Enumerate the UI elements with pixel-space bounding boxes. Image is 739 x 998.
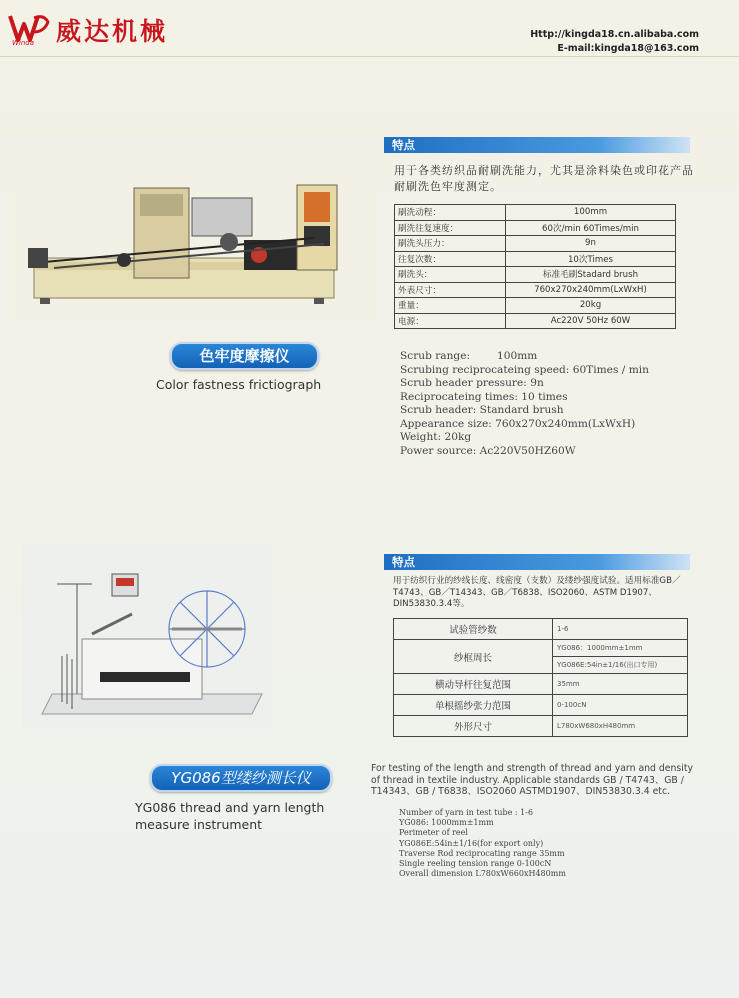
- list-item: YG086E:54in±1/16(for export only): [399, 838, 544, 848]
- spec-value: Ac220V 50Hz 60W: [506, 313, 676, 329]
- company-name: 威达机械: [56, 17, 169, 46]
- list-item: Scrub header pressure: 9n: [400, 377, 544, 389]
- product2-name-line2: measure instrument: [135, 817, 263, 832]
- color-fastness-machine-photo: [14, 170, 374, 320]
- spec-label: 横动导杆往复范围: [394, 674, 553, 695]
- table-row: [395, 220, 676, 236]
- list-item: Number of yarn in test tube : 1-6: [399, 808, 534, 817]
- spec-label: 单根摇纱张力范围: [394, 695, 553, 716]
- spec-label: 刷洗往复速度：: [395, 220, 506, 236]
- list-item: Scrubing reciprocateing speed: 60Times / min: [400, 363, 649, 376]
- product2-name-badge: YG086型缕纱测长仪: [150, 764, 332, 792]
- spec-label: 纱框周长: [394, 640, 553, 674]
- list-item: Traverse Rod reciprocating range 35mm: [399, 848, 565, 858]
- product1-name-badge: 色牢度摩擦仪: [170, 342, 319, 370]
- spec-label: 刷洗头压力：: [395, 236, 506, 252]
- header-divider: [0, 56, 739, 57]
- table-row: [395, 267, 676, 283]
- table-row: [395, 205, 676, 221]
- winda-logo-icon: [8, 10, 50, 46]
- spec-label: 往复次数：: [395, 251, 506, 267]
- spec-value: 标准毛刷Stadard brush: [506, 267, 676, 283]
- spec-value: YG086E:54in±1/16(出口专用): [553, 657, 688, 674]
- spec-value: 20kg: [506, 298, 676, 314]
- spec-label: 外表尺寸：: [395, 282, 506, 298]
- spec-value: 10次Times: [506, 251, 676, 267]
- spec-label: 刷洗动程：: [395, 205, 506, 221]
- spec-value: 760x270x240mm(LxWxH): [506, 282, 676, 298]
- spec-value: 35mm: [553, 674, 688, 695]
- spec-value: 9n: [506, 236, 676, 252]
- spec-label: 电源：: [395, 313, 506, 329]
- table-row: [394, 695, 688, 716]
- table-row: [395, 313, 676, 329]
- email-link[interactable]: E-mail:kingda18@163.com: [557, 43, 699, 54]
- product1-feature-header: 特点: [384, 137, 690, 153]
- spec-value: YG086：1000mm±1mm: [553, 640, 688, 657]
- list-item: Scrub range: 100mm: [400, 350, 538, 362]
- list-item: Perimeter of reel: [399, 828, 468, 838]
- table-row: [394, 716, 688, 737]
- page-header: [0, 0, 739, 56]
- table-row: [394, 619, 688, 640]
- table-row: [395, 236, 676, 252]
- list-item: Weight: 20kg: [400, 431, 472, 443]
- yarn-length-instrument-photo: [22, 544, 272, 729]
- table-row: [394, 640, 688, 657]
- website-link[interactable]: Http://kingda18.cn.alibaba.com: [530, 29, 699, 40]
- product2-english-specs: [399, 808, 566, 879]
- product2-english-description: For testing of the length and strength of thread and yarn and density of thread in textile industry. Applicable standards GB / T4743、GB / T14343、GB / T6838、ISO2060 ASTMD1907、DIN53830.3.4 etc.: [371, 763, 693, 797]
- table-row: [395, 298, 676, 314]
- product2-feature-description: 用于纺织行业的纱线长度、线密度（支数）及缕纱强度试验。适用标准GB／T4743、GB／T14343、GB／T6838、ISO2060、ASTM D1907、DIN53830.3.4等。: [393, 576, 681, 609]
- list-item: Scrub header: Standard brush: [400, 404, 564, 416]
- spec-value: 1-6: [553, 619, 688, 640]
- spec-value: 60次/min 60Times/min: [506, 220, 676, 236]
- spec-label: 刷洗头：: [395, 267, 506, 283]
- spec-value: L780xW680xH480mm: [553, 716, 688, 737]
- product1-feature-description: 用于各类纺织品耐刷洗能力，尤其是涂料染色或印花产品耐刷洗色牢度测定。: [394, 164, 694, 193]
- spec-value: 0-100cN: [553, 695, 688, 716]
- list-item: Appearance size: 760x270x240mm(LxWxH): [400, 417, 636, 430]
- product1-spec-table: [394, 204, 676, 329]
- list-item: Reciprocateing times: 10 times: [400, 390, 568, 403]
- product2-spec-table: [393, 618, 688, 737]
- product1-english-specs: [400, 350, 649, 458]
- list-item: Single reeling tension range 0-100cN: [399, 859, 552, 869]
- list-item: YG086: 1000mm±1mm: [399, 818, 494, 828]
- spec-label: 外形尺寸: [394, 716, 553, 737]
- product2-name-line1: YG086 thread and yarn length: [135, 800, 325, 815]
- list-item: Power source: Ac220V50HZ60W: [400, 444, 576, 457]
- svg-text:Winda: Winda: [12, 39, 35, 46]
- product2-feature-header: 特点: [384, 554, 690, 570]
- list-item: Overall dimension L780xW660xH480mm: [399, 869, 566, 879]
- table-row: [394, 674, 688, 695]
- table-row: [395, 282, 676, 298]
- spec-value: 100mm: [506, 205, 676, 221]
- spec-label: 重量：: [395, 298, 506, 314]
- contact-info: [530, 28, 699, 56]
- product2-english-name: [135, 799, 365, 833]
- product1-english-name: Color fastness frictiograph: [156, 377, 322, 392]
- table-row: [395, 251, 676, 267]
- spec-label: 试验管纱数: [394, 619, 553, 640]
